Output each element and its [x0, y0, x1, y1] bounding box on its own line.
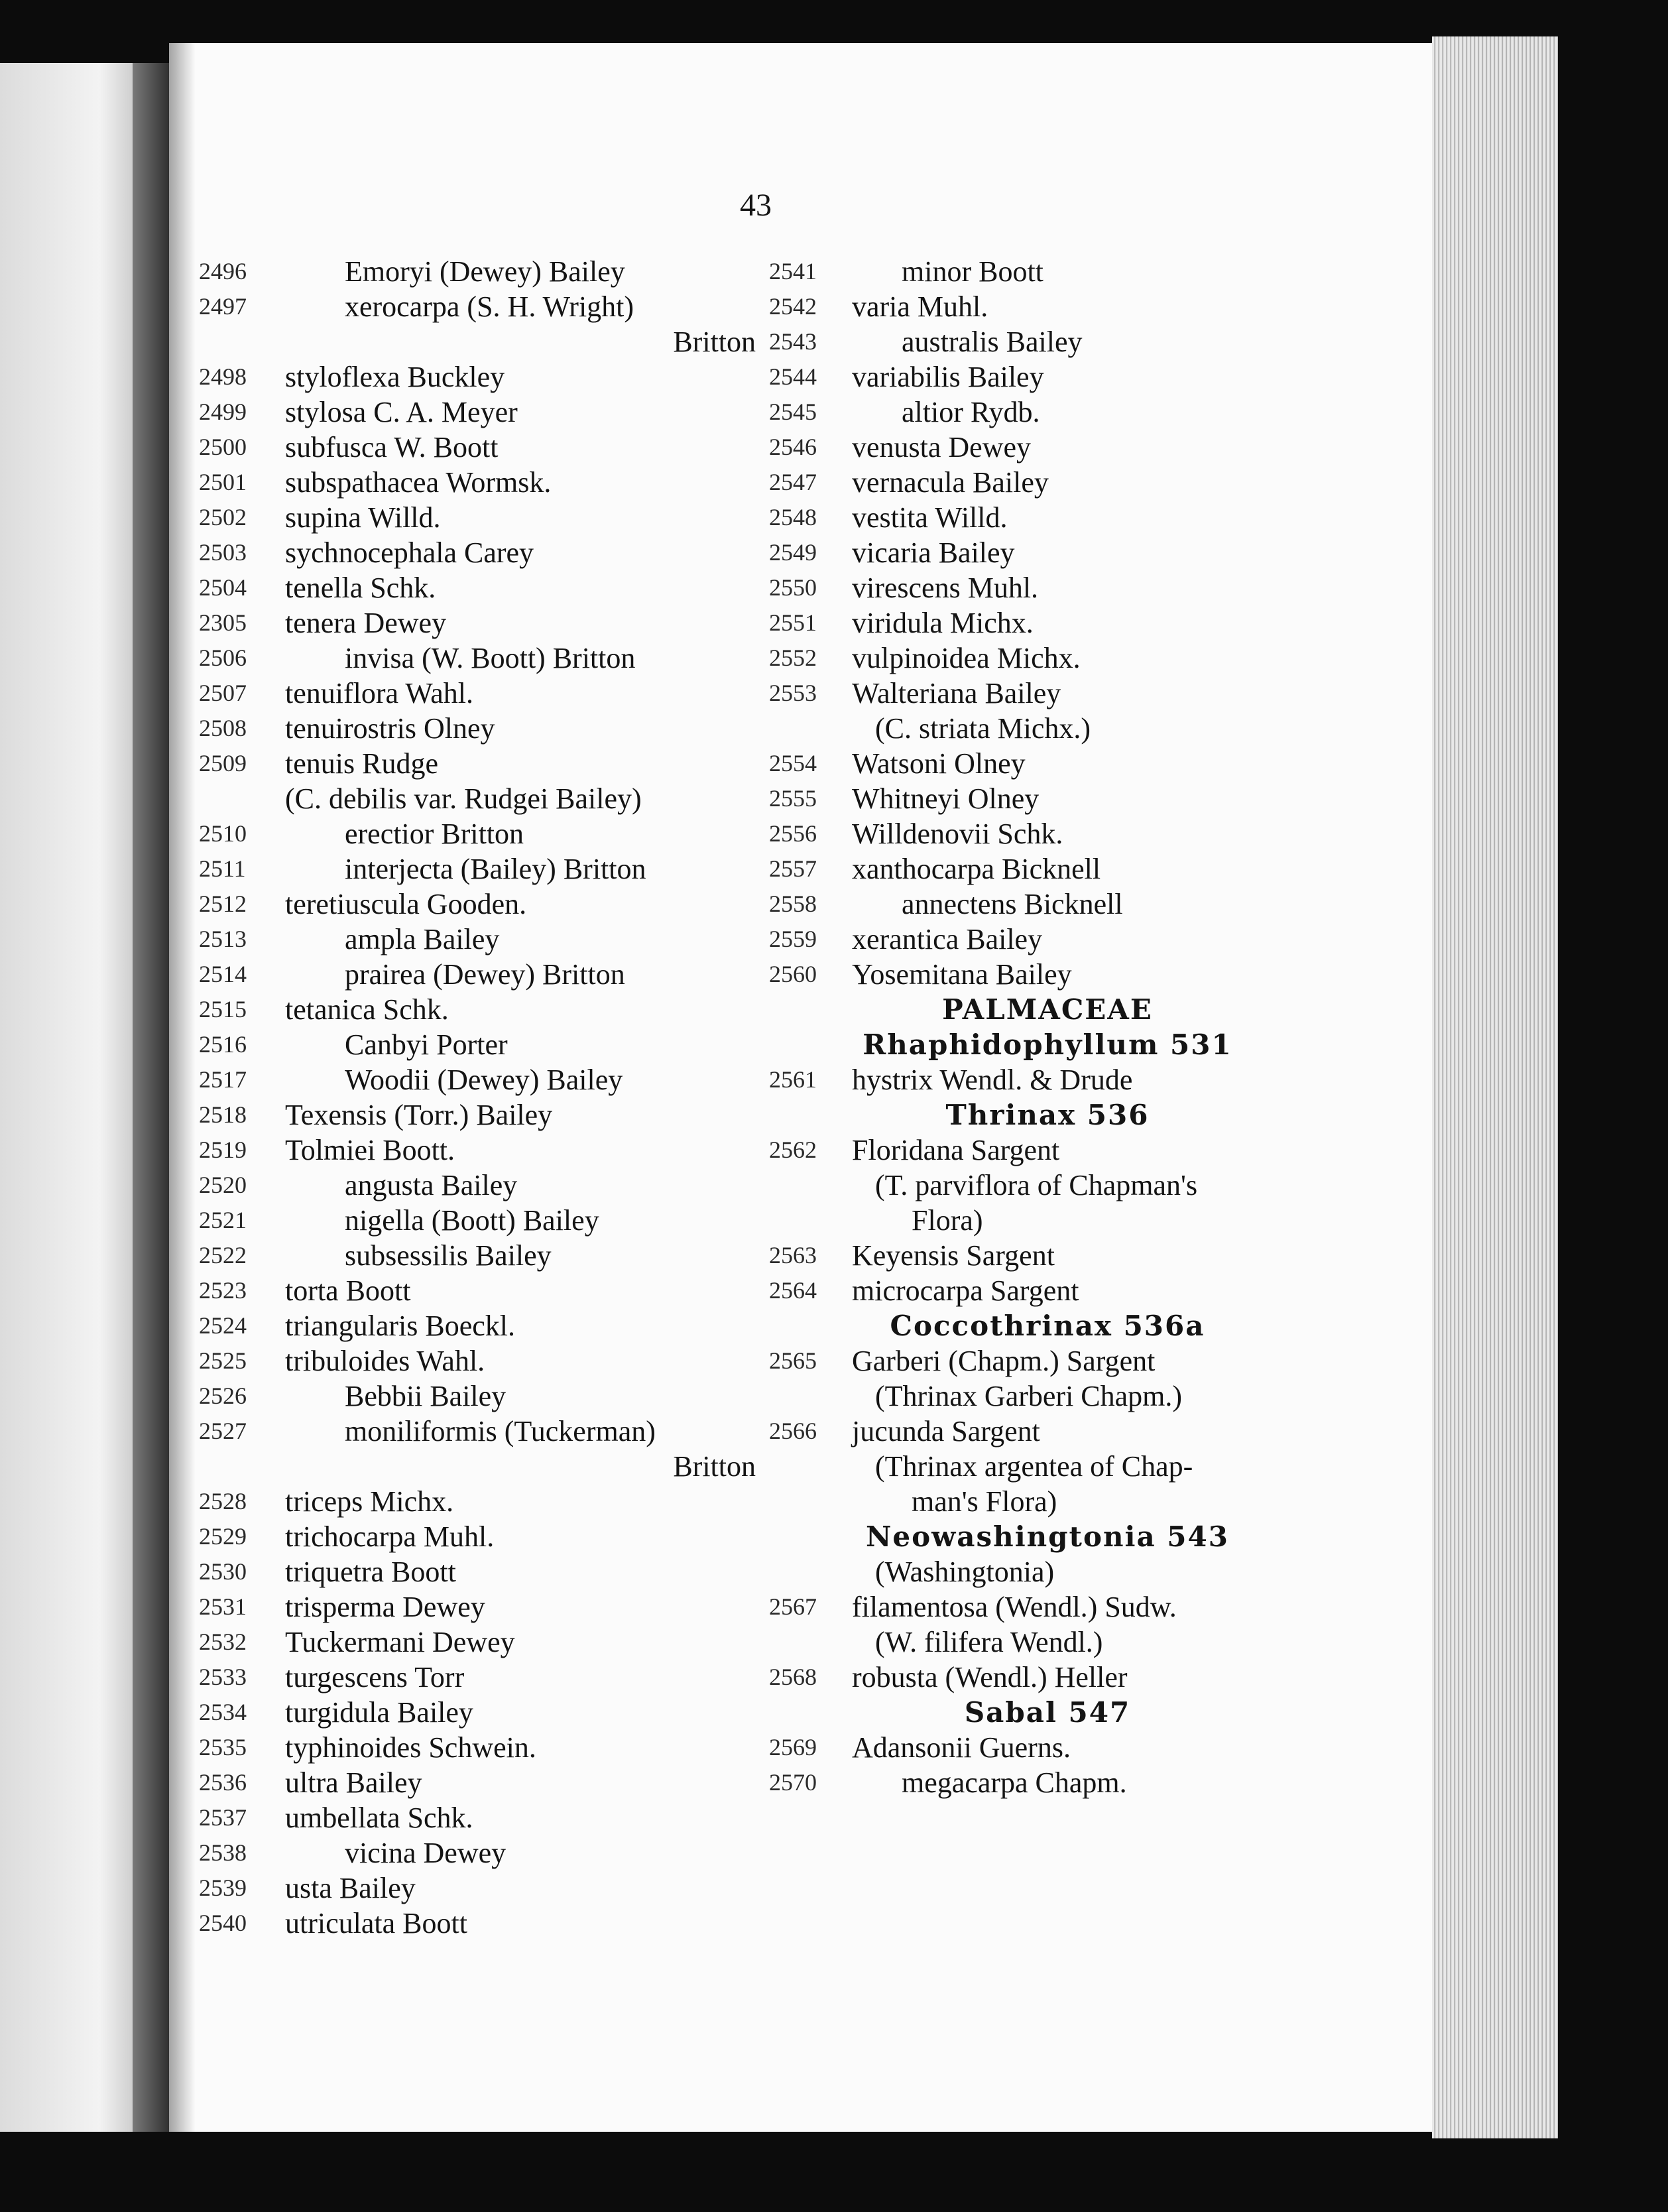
entry-number: 2522: [199, 1242, 247, 1268]
entry-line: [769, 816, 1326, 851]
entry-text: subspathacea Wormsk.: [285, 466, 552, 499]
entry-line: [199, 1730, 756, 1765]
entry-number: 2504: [199, 574, 247, 601]
entry-number: 2497: [199, 293, 247, 320]
entry-line: [199, 1343, 756, 1379]
entry-line: [769, 922, 1326, 957]
entry-number: 2567: [769, 1593, 817, 1620]
entry-text: Floridana Sargent: [852, 1134, 1060, 1166]
entry-text: xerantica Bailey: [852, 923, 1043, 955]
entry-number: 2536: [199, 1769, 247, 1796]
entry-line: [769, 535, 1326, 570]
entry-number: 2518: [199, 1101, 247, 1128]
entry-text: torta Boott: [285, 1274, 411, 1307]
entry-line: [769, 289, 1326, 324]
entry-text: subfusca W. Boott: [285, 431, 499, 463]
entry-text: triceps Michx.: [285, 1485, 454, 1518]
entry-text: turgidula Bailey: [285, 1696, 473, 1729]
entry-text: vicaria Bailey: [852, 536, 1015, 569]
entry-text: teretiuscula Gooden.: [285, 888, 527, 920]
entry-number: 2511: [199, 855, 246, 882]
entry-text: ultra Bailey: [285, 1766, 422, 1799]
entry-text: minor Boott: [902, 255, 1043, 288]
section-heading-text: Rhaphidophyllum 531: [863, 1028, 1232, 1061]
entry-line: [769, 1168, 1326, 1203]
entry-line: [769, 1379, 1326, 1414]
entry-line: [199, 430, 756, 465]
entry-line: [199, 1027, 756, 1062]
entry-number: 2544: [769, 363, 817, 390]
section-heading: [769, 1097, 1326, 1133]
entry-text: erectior Britton: [345, 818, 524, 850]
entry-text: vulpinoidea Michx.: [852, 642, 1081, 674]
entry-text: tribuloides Wahl.: [285, 1345, 485, 1377]
entry-text: moniliformis (Tuckerman): [345, 1415, 656, 1447]
entry-text: angusta Bailey: [345, 1169, 518, 1201]
entry-number: 2527: [199, 1418, 247, 1444]
entry-text: Tuckermani Dewey: [285, 1626, 515, 1658]
entry-line: [199, 289, 756, 324]
right-column: [769, 254, 1326, 1800]
entry-text: filamentosa (Wendl.) Sudw.: [852, 1591, 1177, 1623]
entry-number: 2540: [199, 1910, 247, 1936]
entry-number: 2570: [769, 1769, 817, 1796]
entry-text: man's Flora): [912, 1485, 1057, 1518]
entry-number: 2553: [769, 680, 817, 706]
entry-text: turgescens Torr: [285, 1661, 465, 1693]
entry-line: [769, 887, 1326, 922]
entry-line: [769, 324, 1326, 359]
entry-number: 2554: [769, 750, 817, 776]
entry-line: [199, 1484, 756, 1519]
entry-line: [199, 1871, 756, 1906]
entry-text: Willdenovii Schk.: [852, 818, 1063, 850]
entry-text: styloflexa Buckley: [285, 361, 505, 393]
entry-number: 2562: [769, 1137, 817, 1163]
section-heading-text: Coccothrinax 536a: [890, 1310, 1205, 1342]
entry-text: viridula Michx.: [852, 607, 1034, 639]
entry-text: Tolmiei Boott.: [285, 1134, 455, 1166]
entry-number: 2525: [199, 1347, 247, 1374]
entry-number: 2523: [199, 1277, 247, 1304]
entry-number: 2559: [769, 926, 817, 952]
entry-text: megacarpa Chapm.: [902, 1766, 1127, 1799]
entry-number: 2539: [199, 1874, 247, 1901]
entry-text: prairea (Dewey) Britton: [345, 958, 625, 991]
entry-number: 2568: [769, 1664, 817, 1690]
entry-number: 2551: [769, 609, 817, 636]
entry-line: [769, 254, 1326, 289]
entry-line: [199, 535, 756, 570]
entry-line: [199, 1519, 756, 1554]
entry-number: 2496: [199, 258, 247, 284]
entry-text: Keyensis Sargent: [852, 1239, 1055, 1272]
entry-number: 2508: [199, 715, 247, 741]
entry-line: [199, 1308, 756, 1343]
entry-number: 2555: [769, 785, 817, 812]
page-shadow: [169, 43, 196, 2132]
entry-number: 2537: [199, 1804, 247, 1831]
entry-text: tenella Schk.: [285, 572, 436, 604]
entry-line: [769, 1484, 1326, 1519]
entry-text: Woodii (Dewey) Bailey: [345, 1064, 623, 1096]
entry-number: 2515: [199, 996, 247, 1022]
section-heading: [769, 1519, 1326, 1554]
section-heading: [769, 1695, 1326, 1730]
entry-text: xerocarpa (S. H. Wright): [345, 290, 634, 323]
entry-text: (T. parviflora of Chapman's: [875, 1169, 1198, 1201]
entry-text: Canbyi Porter: [345, 1028, 508, 1061]
entry-line: [769, 1273, 1326, 1308]
entry-text: stylosa C. A. Meyer: [285, 396, 518, 428]
entry-line: [769, 1203, 1326, 1238]
entry-line: [769, 1765, 1326, 1800]
entry-text: microcarpa Sargent: [852, 1274, 1079, 1307]
entry-number: 2557: [769, 855, 817, 882]
entry-text: tenuirostris Olney: [285, 712, 495, 745]
entry-line: [199, 641, 756, 676]
entry-line: [769, 1062, 1326, 1097]
entry-line: [199, 711, 756, 746]
section-heading: [769, 1027, 1326, 1062]
entry-line: [769, 605, 1326, 641]
entry-text: vernacula Bailey: [852, 466, 1049, 499]
entry-number: 2520: [199, 1172, 247, 1198]
entry-number: 2566: [769, 1418, 817, 1444]
entry-number: 2548: [769, 504, 817, 530]
entry-number: 2549: [769, 539, 817, 566]
entry-number: 2519: [199, 1137, 247, 1163]
entry-text: robusta (Wendl.) Heller: [852, 1661, 1128, 1693]
left-column: [199, 254, 756, 1941]
entry-number: 2502: [199, 504, 247, 530]
entry-text: varia Muhl.: [852, 290, 988, 323]
entry-line: [769, 1414, 1326, 1449]
entry-line: [199, 570, 756, 605]
entry-text: (C. debilis var. Rudgei Bailey): [285, 782, 642, 815]
entry-text: trisperma Dewey: [285, 1591, 485, 1623]
entry-text: xanthocarpa Bicknell: [852, 853, 1101, 885]
entry-line: [769, 500, 1326, 535]
entry-line: [199, 816, 756, 851]
entry-number: 2564: [769, 1277, 817, 1304]
entry-line: [769, 746, 1326, 781]
entry-line: [199, 1625, 756, 1660]
entry-text: Bebbii Bailey: [345, 1380, 506, 1412]
book-gutter: [133, 63, 172, 2132]
entry-number: 2500: [199, 434, 247, 460]
entry-text: Britton: [673, 1450, 756, 1483]
entry-text: utriculata Boott: [285, 1907, 467, 1939]
entry-line: [199, 781, 756, 816]
entry-text: Flora): [912, 1204, 983, 1237]
entry-line: [769, 1343, 1326, 1379]
entry-line: [199, 500, 756, 535]
entry-text: typhinoides Schwein.: [285, 1731, 536, 1764]
entry-number: 2509: [199, 750, 247, 776]
entry-text: (Washingtonia): [875, 1556, 1055, 1588]
entry-number: 2569: [769, 1734, 817, 1760]
entry-number: 2552: [769, 645, 817, 671]
entry-text: vicina Dewey: [345, 1837, 506, 1869]
entry-number: 2517: [199, 1066, 247, 1093]
entry-text: venusta Dewey: [852, 431, 1032, 463]
entry-number: 2532: [199, 1628, 247, 1655]
entry-text: nigella (Boott) Bailey: [345, 1204, 599, 1237]
entry-text: tenuiflora Wahl.: [285, 677, 474, 709]
entry-number: 2524: [199, 1312, 247, 1339]
entry-line: [199, 957, 756, 992]
entry-number: 2531: [199, 1593, 247, 1620]
entry-line: [199, 1765, 756, 1800]
entry-line: [769, 395, 1326, 430]
entry-number: 2547: [769, 469, 817, 495]
entry-text: (W. filifera Wendl.): [875, 1626, 1103, 1658]
entry-line: [769, 1554, 1326, 1589]
entry-text: sychnocephala Carey: [285, 536, 534, 569]
entry-line: [769, 1660, 1326, 1695]
page-number: 43: [740, 188, 772, 223]
entry-text: invisa (W. Boott) Britton: [345, 642, 636, 674]
entry-text: altior Rydb.: [902, 396, 1040, 428]
entry-line: [769, 430, 1326, 465]
entry-number: 2535: [199, 1734, 247, 1760]
entry-line: [769, 1133, 1326, 1168]
entry-line: [199, 746, 756, 781]
entry-line: [199, 851, 756, 887]
entry-line: [199, 1800, 756, 1835]
entry-number: 2513: [199, 926, 247, 952]
section-heading-text: Sabal 547: [964, 1696, 1131, 1729]
entry-text: Britton: [673, 326, 756, 358]
entry-line: [199, 254, 756, 289]
entry-line: [199, 465, 756, 500]
entry-text: tenuis Rudge: [285, 747, 438, 780]
entry-number: 2305: [199, 609, 247, 636]
entry-line: [199, 1203, 756, 1238]
entry-number: 2542: [769, 293, 817, 320]
entry-line: [199, 324, 756, 359]
entry-line: [769, 1730, 1326, 1765]
section-heading: [769, 1308, 1326, 1343]
entry-text: Adansonii Guerns.: [852, 1731, 1071, 1764]
entry-number: 2545: [769, 399, 817, 425]
entry-line: [769, 851, 1326, 887]
entry-line: [199, 887, 756, 922]
entry-line: [769, 1238, 1326, 1273]
entry-number: 2530: [199, 1558, 247, 1585]
entry-text: Texensis (Torr.) Bailey: [285, 1099, 553, 1131]
entry-number: 2543: [769, 328, 817, 355]
entry-text: (Thrinax Garberi Chapm.): [875, 1380, 1183, 1412]
entry-line: [199, 1238, 756, 1273]
entry-text: tenera Dewey: [285, 607, 447, 639]
entry-number: 2512: [199, 891, 247, 917]
entry-text: virescens Muhl.: [852, 572, 1039, 604]
entry-line: [769, 781, 1326, 816]
entry-number: 2558: [769, 891, 817, 917]
entry-line: [199, 1660, 756, 1695]
entry-line: [199, 992, 756, 1027]
section-heading-text: Thrinax 536: [945, 1099, 1150, 1131]
entry-line: [199, 1097, 756, 1133]
entry-number: 2501: [199, 469, 247, 495]
entry-line: [199, 1379, 756, 1414]
entry-text: ampla Bailey: [345, 923, 500, 955]
entry-text: triangularis Boeckl.: [285, 1310, 516, 1342]
entry-text: Walteriana Bailey: [852, 677, 1061, 709]
entry-text: Garberi (Chapm.) Sargent: [852, 1345, 1156, 1377]
entry-line: [199, 1906, 756, 1941]
entry-line: [199, 1449, 756, 1484]
entry-number: 2526: [199, 1382, 247, 1409]
entry-line: [769, 676, 1326, 711]
entry-text: australis Bailey: [902, 326, 1083, 358]
entry-line: [769, 359, 1326, 395]
entry-line: [199, 676, 756, 711]
entry-text: interjecta (Bailey) Britton: [345, 853, 646, 885]
entry-number: 2563: [769, 1242, 817, 1268]
entry-text: hystrix Wendl. & Drude: [852, 1064, 1133, 1096]
entry-text: Yosemitana Bailey: [852, 958, 1072, 991]
entry-line: [199, 605, 756, 641]
entry-line: [769, 711, 1326, 746]
entry-number: 2514: [199, 961, 247, 987]
entry-number: 2560: [769, 961, 817, 987]
entry-line: [199, 1554, 756, 1589]
entry-line: [199, 395, 756, 430]
entry-number: 2521: [199, 1207, 247, 1233]
entry-number: 2507: [199, 680, 247, 706]
entry-text: usta Bailey: [285, 1872, 416, 1904]
entry-number: 2561: [769, 1066, 817, 1093]
entry-line: [199, 1414, 756, 1449]
entry-number: 2534: [199, 1699, 247, 1725]
entry-number: 2528: [199, 1488, 247, 1514]
entry-number: 2498: [199, 363, 247, 390]
entry-number: 2550: [769, 574, 817, 601]
entry-number: 2533: [199, 1664, 247, 1690]
entry-line: [199, 1835, 756, 1871]
entry-number: 2510: [199, 820, 247, 847]
entry-line: [769, 957, 1326, 992]
entry-number: 2565: [769, 1347, 817, 1374]
entry-line: [199, 359, 756, 395]
entry-number: 2529: [199, 1523, 247, 1550]
entry-number: 2506: [199, 645, 247, 671]
entry-text: (C. striata Michx.): [875, 712, 1091, 745]
entry-text: Emoryi (Dewey) Bailey: [345, 255, 625, 288]
entry-number: 2541: [769, 258, 817, 284]
entry-line: [199, 1695, 756, 1730]
section-heading: [769, 992, 1326, 1027]
entry-text: (Thrinax argentea of Chap-: [875, 1450, 1193, 1483]
entry-text: Whitneyi Olney: [852, 782, 1040, 815]
entry-text: variabilis Bailey: [852, 361, 1044, 393]
entry-number: 2546: [769, 434, 817, 460]
entry-number: 2499: [199, 399, 247, 425]
entry-text: trichocarpa Muhl.: [285, 1520, 495, 1553]
entry-number: 2516: [199, 1031, 247, 1058]
entry-line: [199, 1062, 756, 1097]
entry-text: supina Willd.: [285, 501, 441, 534]
entry-text: annectens Bicknell: [902, 888, 1123, 920]
entry-line: [199, 1133, 756, 1168]
entry-line: [199, 1273, 756, 1308]
section-heading-text: PALMACEAE: [942, 993, 1153, 1026]
entry-line: [199, 922, 756, 957]
entry-number: 2538: [199, 1839, 247, 1866]
entry-number: 2503: [199, 539, 247, 566]
entry-line: [769, 570, 1326, 605]
section-heading-text: Neowashingtonia 543: [866, 1520, 1229, 1553]
entry-line: [769, 641, 1326, 676]
entry-number: 2556: [769, 820, 817, 847]
entry-text: triquetra Boott: [285, 1556, 456, 1588]
entry-line: [199, 1168, 756, 1203]
entry-text: subsessilis Bailey: [345, 1239, 552, 1272]
entry-line: [769, 1449, 1326, 1484]
entry-text: Watsoni Olney: [852, 747, 1026, 780]
entry-text: tetanica Schk.: [285, 993, 449, 1026]
entry-text: umbellata Schk.: [285, 1802, 473, 1834]
entry-line: [769, 1589, 1326, 1625]
entry-line: [769, 1625, 1326, 1660]
entry-text: jucunda Sargent: [852, 1415, 1040, 1447]
entry-line: [199, 1589, 756, 1625]
entry-text: vestita Willd.: [852, 501, 1008, 534]
page-stack-edge: [1432, 36, 1558, 2138]
entry-line: [769, 465, 1326, 500]
